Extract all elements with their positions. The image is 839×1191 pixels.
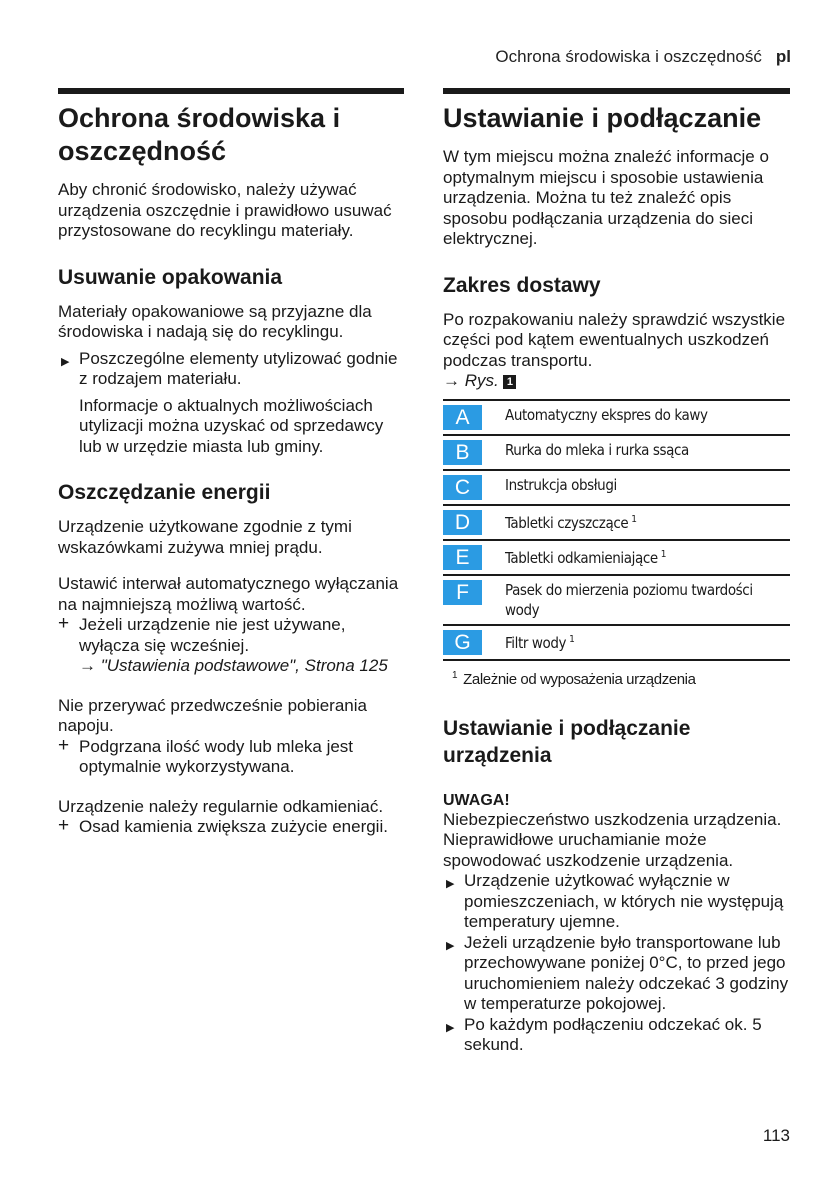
figure-label: Rys. [464, 371, 499, 390]
page-number: 113 [762, 1126, 790, 1145]
triangle-bullet-icon: ▶ [61, 355, 70, 368]
plus-icon: + [58, 613, 70, 634]
part-letter-cell [443, 400, 482, 435]
reference-text: "Ustawienia podstawowe", Strona 125 [100, 656, 388, 675]
footnote-text: Zależnie od wyposażenia urządzenia [463, 670, 696, 688]
part-description [482, 540, 790, 575]
triangle-bullet-icon: ▶ [446, 939, 455, 952]
packaging-note: Informacje o aktualnych możliwościach utylizacji można uzyskać od sprzedawcy lub w urzędzie miasta lub gminy. [79, 395, 384, 456]
triangle-bullet-icon: ▶ [446, 878, 455, 890]
table-row [443, 470, 790, 505]
part-footnote-ref: 1 [660, 548, 667, 560]
list-item [443, 933, 790, 1015]
list-item [58, 349, 404, 390]
left-column [58, 88, 404, 838]
list-item [58, 817, 404, 838]
section-rule [443, 88, 790, 94]
part-letter: E [443, 545, 482, 570]
warning-list [443, 871, 790, 1056]
table-row [443, 575, 790, 625]
list-item [58, 615, 404, 677]
part-description [482, 400, 790, 435]
part-letter: A [443, 405, 482, 430]
part-letter: F [443, 580, 482, 605]
energy-text-3: Nie przerywać przedwcześnie pobierania napoju. [58, 695, 367, 735]
energy-text-4: Urządzenie należy regularnie odkamieniać. [58, 796, 384, 816]
packaging-text: Materiały opakowaniowe są przyjazne dla środowiska i nadają się do recyklingu. [58, 301, 372, 341]
part-footnote-ref: 1 [631, 513, 637, 525]
running-header [495, 47, 791, 67]
warning-label: UWAGA! [443, 791, 510, 809]
energy-plus-3: Osad kamienia zwiększa zużycie energii. [79, 817, 388, 836]
header-language: pl [775, 47, 791, 66]
header-section: Ochrona środowiska i oszczędność [495, 47, 762, 66]
cross-reference[interactable] [79, 656, 404, 677]
part-letter-cell [443, 575, 482, 625]
delivery-description: Po rozpakowaniu należy sprawdzić wszystkie części pod kątem ewentualnych uszkodzeń podczas transportu. [443, 309, 786, 370]
arrow-right-icon: → [79, 656, 96, 675]
table-row [443, 540, 790, 575]
table-row [443, 400, 790, 435]
figure-number: 1 [503, 375, 516, 389]
part-name: Automatyczny ekspres do kawy [505, 405, 708, 424]
right-column [443, 88, 790, 1056]
heading-energy-saving: Oszczędzanie energii [58, 481, 271, 504]
list-item [443, 871, 790, 933]
part-name: Tabletki odkamieniające [505, 548, 658, 567]
environment-intro: Aby chronić środowisko, należy używać urządzenia oszczędnie i prawidłowo usuwać przystosowane do recyklingu materiały. [58, 180, 392, 240]
heading-scope-of-delivery: Zakres dostawy [443, 273, 601, 297]
part-letter-cell [443, 470, 482, 505]
part-letter: B [443, 440, 482, 465]
energy-text-2: Ustawić interwał automatycznego wyłączania na najmniejszą możliwą wartość. [58, 574, 399, 614]
table-row [443, 435, 790, 470]
part-letter-cell [443, 540, 482, 575]
energy-text: Urządzenie użytkowane zgodnie z tymi wskazówkami zużywa mniej prądu. [58, 517, 352, 557]
part-letter-cell [443, 505, 482, 540]
setup-intro: W tym miejscu można znaleźć informacje o optymalnym miejscu i sposobie ustawienia urządzenia. Można tu też znaleźć opis sposobu podłączania urządzenia do sieci elektrycznej. [443, 147, 769, 248]
delivery-text [443, 310, 790, 392]
parts-table [443, 399, 790, 661]
heading-packaging-disposal: Usuwanie opakowania [58, 265, 283, 289]
packaging-bullet: Poszczególne elementy utylizować godnie z rodzajem materiału. [79, 348, 398, 388]
plus-icon: + [58, 734, 70, 756]
section-title-environment: Ochrona środowiska i oszczędność [58, 103, 341, 166]
warning-bullet: Urządzenie użytkować wyłącznie w pomieszczeniach, w których nie występują temperatury ujemne. [464, 871, 784, 931]
part-description [482, 575, 790, 625]
footnote-number: 1 [452, 669, 458, 681]
triangle-bullet-icon: ▶ [446, 1021, 455, 1034]
part-letter-cell [443, 625, 482, 660]
part-description [482, 505, 790, 540]
part-description [482, 435, 790, 470]
part-footnote-ref: 1 [569, 633, 575, 645]
part-description [482, 625, 790, 660]
part-description [482, 470, 790, 505]
warning-text: Niebezpieczeństwo uszkodzenia urządzenia. Nieprawidłowe uruchamianie może spowodować uszkodzenie urządzenia. [443, 809, 782, 870]
arrow-right-icon: → [443, 371, 460, 390]
list-item [58, 734, 404, 778]
list-item [443, 1015, 790, 1056]
part-name: Pasek do mierzenia poziomu twardości wody [505, 580, 753, 619]
heading-setup-connection: Ustawianie i podłączanie urządzenia [443, 716, 691, 767]
warning-bullet: Jeżeli urządzenie było transportowane lub przechowywane poniżej 0°C, to przed jego uruchomieniem należy odczekać 3 godziny w temperaturze pokojowej. [464, 932, 789, 1013]
warning-bullet: Po każdym podłączeniu odczekać ok. 5 sekund. [464, 1014, 762, 1054]
energy-plus-2: Podgrzana ilość wody lub mleka jest optymalnie wykorzystywana. [79, 736, 354, 776]
section-title-setup: Ustawianie i podłączanie [443, 103, 762, 133]
figure-reference[interactable] [443, 371, 516, 390]
table-row [443, 505, 790, 540]
part-name: Tabletki czyszczące [505, 513, 629, 532]
energy-plus-1: Jeżeli urządzenie nie jest używane, wyłącza się wcześniej. [79, 615, 346, 655]
section-rule [58, 88, 404, 94]
part-name: Rurka do mleka i rurka ssąca [505, 440, 689, 459]
table-footnote [443, 667, 790, 689]
part-name: Instrukcja obsługi [505, 475, 617, 494]
part-name: Filtr wody [505, 633, 567, 652]
part-letter: C [443, 475, 482, 500]
part-letter: D [443, 510, 482, 535]
plus-icon: + [58, 815, 70, 836]
part-letter-cell [443, 435, 482, 470]
part-letter: G [443, 630, 482, 655]
table-row [443, 625, 790, 660]
